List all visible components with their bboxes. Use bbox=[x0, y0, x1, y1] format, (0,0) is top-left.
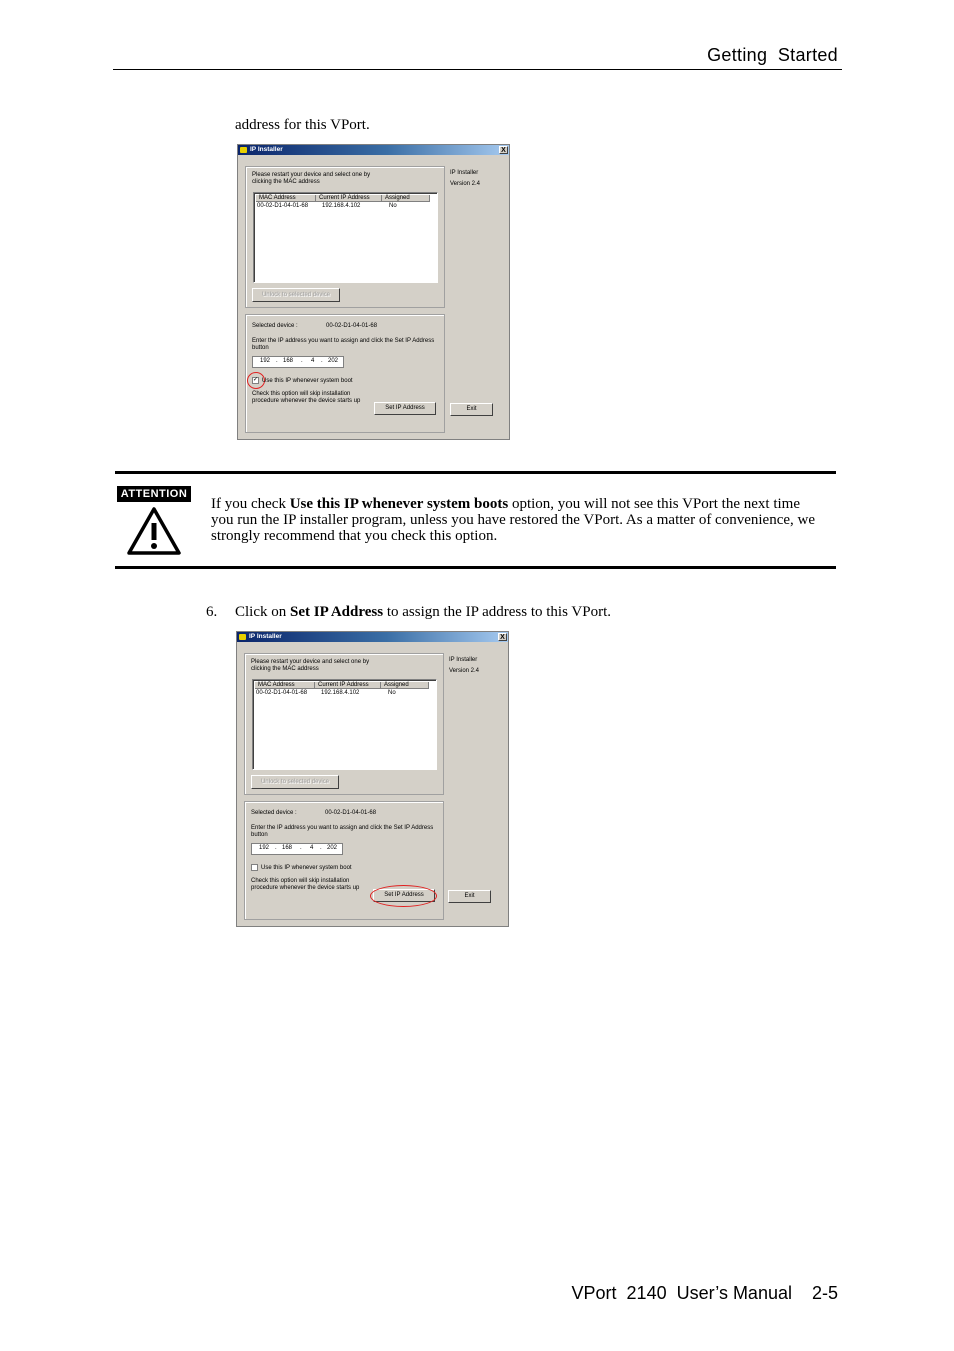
instructions-line2: clicking the MAC address bbox=[252, 179, 320, 185]
column-ip[interactable]: Current IP Address bbox=[316, 195, 382, 202]
close-button[interactable]: X bbox=[498, 633, 507, 641]
app-version: Version 2.4 bbox=[450, 181, 481, 187]
row-assigned[interactable]: No bbox=[388, 690, 396, 696]
row-mac[interactable]: 00-02-D1-04-01-68 bbox=[257, 203, 309, 209]
use-ip-checkbox-label: Use this IP whenever system boot bbox=[262, 378, 353, 384]
column-assigned[interactable]: Assigned bbox=[381, 682, 429, 689]
exit-button[interactable]: Exit bbox=[448, 890, 491, 903]
step-text: Click on Set IP Address to assign the IP address to this VPort. bbox=[235, 604, 611, 620]
exit-button[interactable]: Exit bbox=[450, 403, 493, 416]
device-list[interactable] bbox=[252, 679, 437, 770]
attention-top-rule bbox=[115, 471, 836, 474]
app-name: IP Installer bbox=[449, 657, 478, 663]
dialog-titlebar bbox=[237, 632, 508, 642]
assign-group bbox=[244, 801, 444, 920]
dialog-titlebar bbox=[238, 145, 509, 155]
use-ip-checkbox[interactable] bbox=[251, 864, 258, 871]
enter-ip-text-2: button bbox=[252, 345, 269, 351]
device-group bbox=[245, 166, 445, 308]
column-mac[interactable]: MAC Address bbox=[256, 195, 316, 202]
app-icon bbox=[239, 634, 246, 640]
step-number: 6. bbox=[206, 604, 218, 620]
enter-ip-text-2: button bbox=[251, 832, 268, 838]
ip-address-input[interactable]: 192 . 168 . 4 . 202 bbox=[251, 843, 343, 855]
app-version: Version 2.4 bbox=[449, 668, 480, 674]
column-mac[interactable]: MAC Address bbox=[255, 682, 315, 689]
attention-badge: ATTENTION bbox=[117, 486, 191, 502]
device-group bbox=[244, 653, 444, 795]
set-ip-address-button[interactable]: Set IP Address bbox=[373, 889, 435, 902]
selected-device-label: Selected device : bbox=[252, 323, 298, 329]
header-divider bbox=[113, 69, 842, 70]
app-icon bbox=[240, 147, 247, 153]
page-footer: VPort 2140 User’s Manual 2-5 bbox=[571, 1283, 838, 1303]
ip-installer-screenshot-1 bbox=[237, 144, 510, 440]
use-ip-checkbox[interactable]: ✓ bbox=[253, 377, 259, 383]
set-ip-address-button[interactable]: Set IP Address bbox=[374, 402, 436, 415]
row-assigned[interactable]: No bbox=[389, 203, 397, 209]
unlock-device-button[interactable]: Unlock to selected device bbox=[251, 775, 339, 789]
selected-device-value: 00-02-D1-04-01-68 bbox=[326, 323, 378, 329]
skip-note-line2: procedure whenever the device starts up bbox=[251, 885, 360, 891]
warning-triangle-icon bbox=[126, 506, 182, 556]
instructions-line1: Please restart your device and select one by bbox=[251, 659, 370, 665]
ip-address-input[interactable]: 192 . 168 . 4 . 202 bbox=[252, 356, 344, 368]
close-button[interactable]: X bbox=[499, 146, 508, 154]
instructions-line1: Please restart your device and select one by bbox=[252, 172, 371, 178]
page-header-title: Getting Started bbox=[707, 45, 838, 65]
attention-text: If you check Use this IP whenever system boots option, you will not see this VPort the next time you run the IP installer program, unless you have restored the VPort. As a matter of convenience, we strongly recommend that you check this option. bbox=[211, 496, 816, 544]
app-name: IP Installer bbox=[450, 170, 479, 176]
attention-bottom-rule bbox=[115, 566, 836, 569]
enter-ip-text: Enter the IP address you want to assign and click the Set IP Address bbox=[251, 825, 434, 831]
dialog-title: IP Installer bbox=[250, 146, 283, 153]
skip-note-line1: Check this option will skip installation bbox=[251, 878, 350, 884]
row-ip[interactable]: 192.168.4.102 bbox=[321, 690, 360, 696]
device-list[interactable] bbox=[253, 192, 438, 283]
ip-installer-screenshot-2 bbox=[236, 631, 509, 927]
selected-device-value: 00-02-D1-04-01-68 bbox=[325, 810, 377, 816]
dialog-title: IP Installer bbox=[249, 633, 282, 640]
skip-note-line1: Check this option will skip installation bbox=[252, 391, 351, 397]
unlock-device-button[interactable]: Unlock to selected device bbox=[252, 288, 340, 302]
assign-group bbox=[245, 314, 445, 433]
highlight-circle bbox=[370, 885, 437, 907]
skip-note-line2: procedure whenever the device starts up bbox=[252, 398, 361, 404]
use-ip-checkbox-label: Use this IP whenever system boot bbox=[261, 865, 352, 871]
column-assigned[interactable]: Assigned bbox=[382, 195, 430, 202]
column-ip[interactable]: Current IP Address bbox=[315, 682, 381, 689]
intro-text: address for this VPort. bbox=[235, 117, 370, 133]
enter-ip-text: Enter the IP address you want to assign and click the Set IP Address bbox=[252, 338, 435, 344]
instructions-line2: clicking the MAC address bbox=[251, 666, 319, 672]
selected-device-label: Selected device : bbox=[251, 810, 297, 816]
row-mac[interactable]: 00-02-D1-04-01-68 bbox=[256, 690, 308, 696]
row-ip[interactable]: 192.168.4.102 bbox=[322, 203, 361, 209]
